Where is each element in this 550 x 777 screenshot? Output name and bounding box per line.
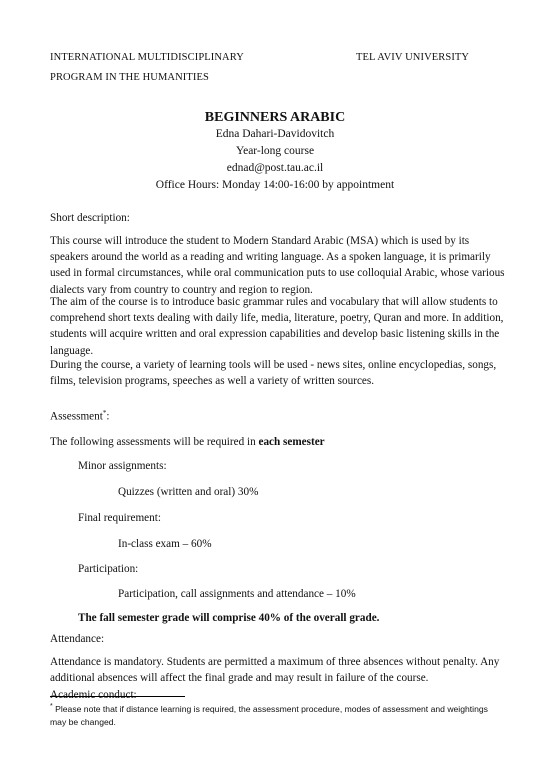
- final-requirement-label: Final requirement:: [78, 512, 161, 524]
- grade-note: The fall semester grade will comprise 40% of the overall grade.: [78, 612, 380, 624]
- footnote-divider: [50, 696, 185, 697]
- final-requirement-item: In-class exam – 60%: [118, 538, 212, 550]
- header-left-line1: INTERNATIONAL MULTIDISCIPLINARY: [50, 52, 244, 63]
- academic-conduct-heading: Academic conduct:: [50, 689, 137, 701]
- participation-item: Participation, call assignments and attendance – 10%: [118, 588, 356, 600]
- course-title: BEGINNERS ARABIC: [204, 110, 346, 125]
- description-paragraph-1: This course will introduce the student to Modern Standard Arabic (MSA) which is used by its speakers around the world as a reading and writing language. As a spoken language, it is primarily used in formal circumstances, while oral communication puts to use colloquial Arabic, whose various dialects vary from country to country and region to region.: [50, 235, 505, 296]
- header-right: TEL AVIV UNIVERSITY: [356, 52, 470, 63]
- description-heading: Short description:: [50, 212, 130, 224]
- minor-assignments-item: Quizzes (written and oral) 30%: [118, 486, 259, 498]
- description-paragraph-3: During the course, a variety of learning tools will be used - news sites, online encyclopedias, songs, films, television programs, speeches as well a variety of written sources.: [50, 359, 497, 388]
- attendance-heading: Attendance:: [50, 633, 105, 645]
- instructor-name: Edna Dahari-Davidovitch: [215, 128, 335, 140]
- assessment-heading: Assessment*:: [50, 409, 110, 423]
- course-duration: Year-long course: [235, 145, 315, 157]
- office-hours: Office Hours: Monday 14:00-16:00 by appointment: [155, 179, 395, 191]
- footnote: * Please note that if distance learning is required, the assessment procedure, modes of assessment and weightings may be changed.: [50, 703, 488, 727]
- footnote-mark: *: [102, 409, 107, 417]
- attendance-text: Attendance is mandatory. Students are permitted a maximum of three absences without penalty. Any additional absences will affect the final grade and may result in failure of the course.: [50, 656, 500, 685]
- participation-label: Participation:: [78, 563, 139, 575]
- assessment-intro: The following assessments will be required in each semester: [50, 436, 325, 448]
- header-left-line2: PROGRAM IN THE HUMANITIES: [50, 72, 209, 83]
- description-paragraph-2: The aim of the course is to introduce basic grammar rules and vocabulary that will allow students to comprehend short texts dealing with daily life, media, literature, poetry, Quran and more. In addition, students will acquire written and oral expression capabilities and develop basic listening skills in the language.: [50, 296, 504, 357]
- instructor-email: ednad@post.tau.ac.il: [226, 162, 324, 174]
- minor-assignments-label: Minor assignments:: [78, 460, 167, 472]
